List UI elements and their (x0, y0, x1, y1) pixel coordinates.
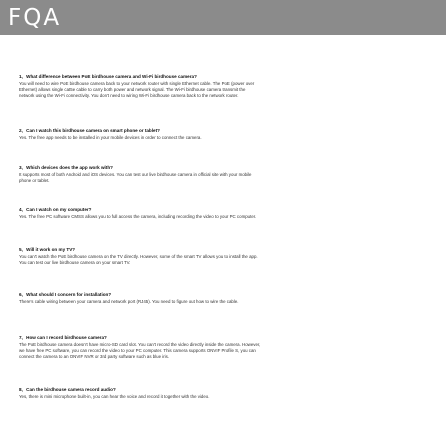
faq-answer (19, 172, 433, 184)
faq-item-2 (19, 128, 433, 141)
faq-question: 7、How can I record birdhouse camera? (19, 335, 107, 340)
faq-answer-line: Yes, there is mini microphone built-in, you can hear the voice and record it together with the video. (19, 394, 210, 399)
faq-answer-line: Ethernet) allows single cat5e cable to carry both power and network signal. The Wi-Fi birdhouse camera transmit the (19, 87, 246, 93)
faq-answer (19, 135, 433, 141)
faq-answer (19, 394, 433, 400)
faq-answer-line: we have free PC software, you can record the video to your PC computer. This camera supports ONVIF Profile S, you can (19, 348, 256, 354)
faq-item-5 (19, 247, 433, 266)
faq-item-6 (19, 292, 433, 305)
faq-answer-line: There's cable wiring between your camera and network port (RJ45). You need to figure out how to wire the cable. (19, 299, 239, 304)
faq-answer-line: You can test our live birdhouse camera on your smart TV. (19, 260, 131, 266)
faq-answer (19, 342, 433, 361)
faq-answer (19, 214, 433, 220)
faq-answer-line: network using the Wi-Fi connectivity. You don't need to wiring Wi-Fi birdhouse camera back to the network router. (19, 93, 239, 99)
faq-item-3 (19, 165, 433, 184)
header-bar (0, 0, 446, 35)
faq-item-1 (19, 74, 433, 100)
faq-question: 8、Can the birdhouse camera record audio? (19, 387, 116, 392)
faq-item-8 (19, 387, 433, 400)
faq-answer-line: phone or tablet. (19, 178, 50, 184)
page-title: FQA (8, 5, 62, 31)
faq-answer-line: It supports most of both Android and iOS devices. You can test our live birdhouse camera in official site with your mobile (19, 172, 252, 177)
faq-answer-line: The PoE birdhouse camera doesn't have micro-SD card slot. You can't record the video directly inside the camera. However, (19, 342, 261, 347)
faq-item-7 (19, 335, 433, 361)
faq-question: 3、Which devices does the app work with? (19, 165, 113, 170)
faq-answer-line: You will need to wire PoE birdhouse camera back to your network router with single Ethernet cable. The PoE (power over (19, 81, 255, 86)
faq-question: 6、What should I concern for installation? (19, 292, 112, 297)
faq-question: 1、What difference between PoE birdhouse camera and Wi-Fi birdhouse camera? (19, 74, 197, 79)
faq-answer-line: You can't watch the PoE birdhouse camera on the TV directly. However, some of the smart TV allows you to install the app. (19, 254, 258, 259)
faq-answer-line: connect the camera to an ONVIF NVR or 3rd party software such as blue iris. (19, 354, 170, 360)
faq-answer-line: Yes. The free app needs to be installed in your mobile devices in order to connect the camera. (19, 135, 202, 140)
faq-question: 4、Can I watch on my computer? (19, 207, 92, 212)
faq-answer (19, 254, 433, 266)
faq-item-4 (19, 207, 433, 220)
faq-answer (19, 81, 433, 100)
faq-answer-line: Yes. The free PC software CMSS allows you to full access the camera, including recording the video to your PC computer. (19, 214, 257, 219)
faq-question: 5、Will it work on my TV? (19, 247, 76, 252)
faq-answer (19, 299, 433, 305)
faq-question: 2、Can I watch this birdhouse camera on smart phone or tablet? (19, 128, 160, 133)
